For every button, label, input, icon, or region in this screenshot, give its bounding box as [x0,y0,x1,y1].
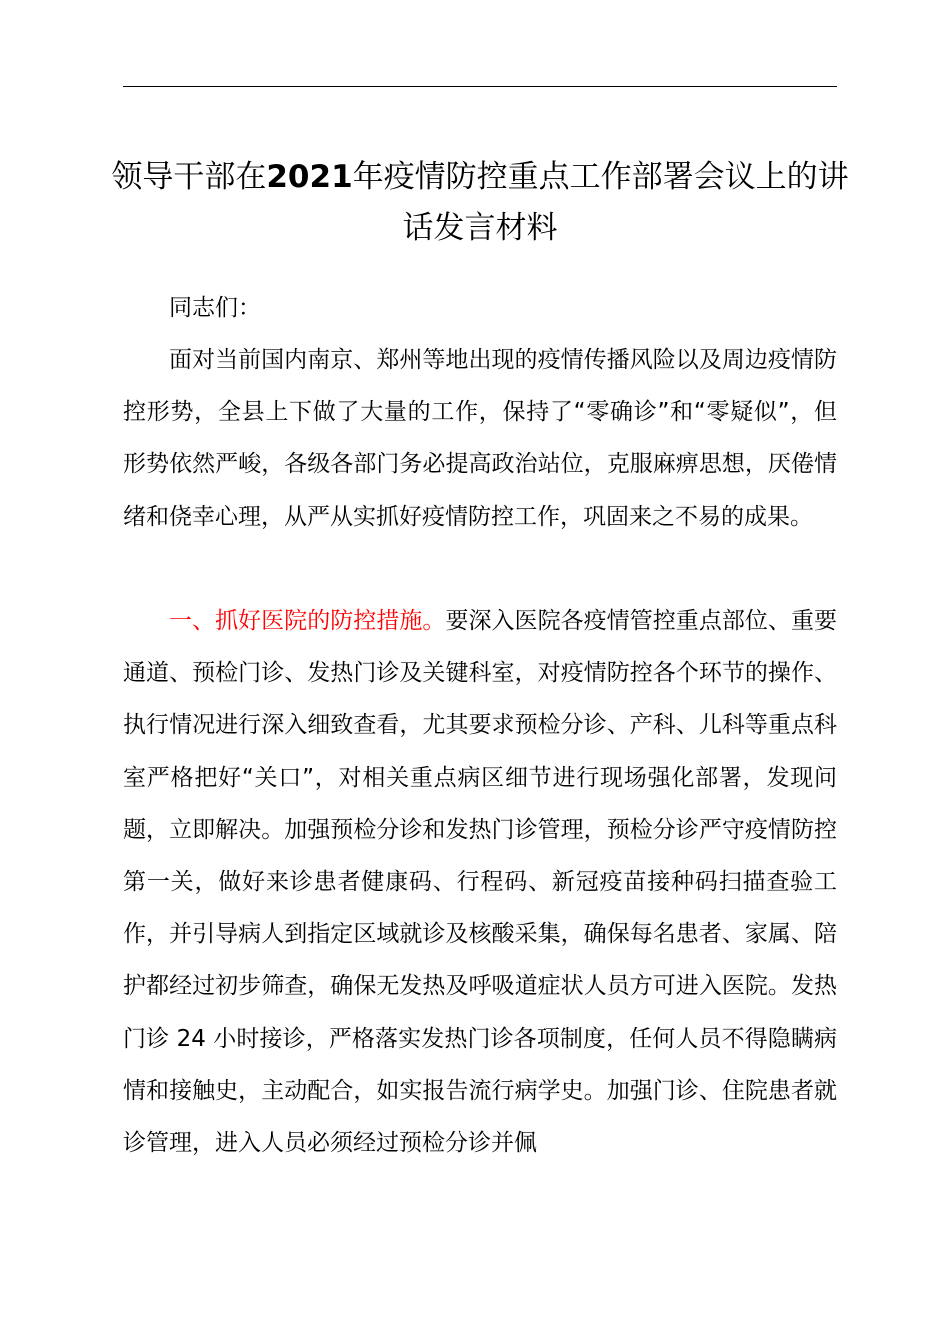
document-title [110,152,850,254]
title-part-2: 年疫情防控重点工作部署会议上的讲话发言材料 [352,159,849,246]
intro-paragraph: 面对当前国内南京、郑州等地出现的疫情传播风险以及周边疫情防控形势，全县上下做了大量的工作，保持了“零确诊”和“零疑似”，但形势依然严峻，各级各部门务必提高政治站位，克服麻痹思想，厌倦情绪和侥幸心理，从严从实抓好疫情防控工作，巩固来之不易的成果。 [123,347,837,530]
title-part-1: 领导干部在 [111,159,267,195]
title-year: 2021 [266,159,353,195]
greeting: 同志们： [169,295,261,321]
section-1-body: 要深入医院各疫情管控重点部位、重要通道、预检门诊、发热门诊及关键科室，对疫情防控各个环节的操作、执行情况进行深入细致查看，尤其要求预检分诊、产科、儿科等重点科室严格把好“关口”，对相关重点病区细节进行现场强化部署，发现问题，立即解决。加强预检分诊和发热门诊管理，预检分诊严守疫情防控第一关，做好来诊患者健康码、行程码、新冠疫苗接种码扫描查验工作，并引导病人到指定区域就诊及核酸采集，确保每名患者、家属、陪护都经过初步筛查，确保无发热及呼吸道症状人员方可进入医院。发热门诊 24 小时接诊，严格落实发热门诊各项制度，任何人员不得隐瞒病情和接触史，主动配合，如实报告流行病学史。加强门诊、住院患者就诊管理，进入人员必须经过预检分诊并佩 [123,608,838,1157]
header-rule [123,86,837,87]
section-1-heading: 一、抓好医院的防控措施。 [169,608,446,634]
section-1-paragraph [123,595,837,1169]
